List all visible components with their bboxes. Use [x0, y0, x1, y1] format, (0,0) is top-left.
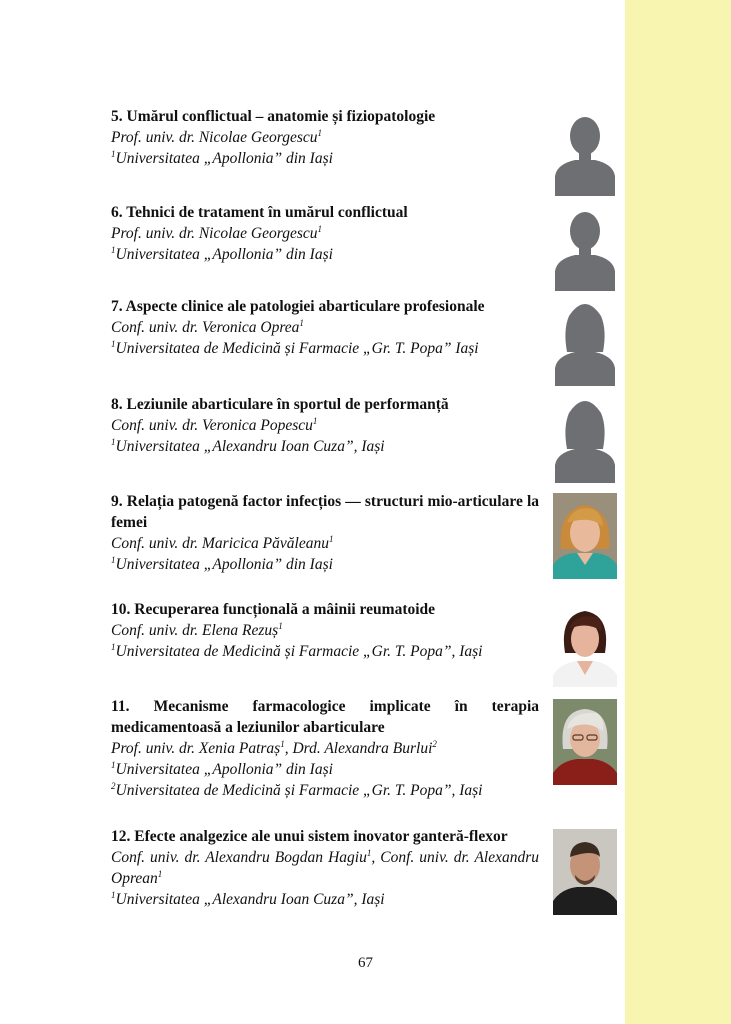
author-line: Conf. univ. dr. Elena Rezuș$^1$	[111, 621, 283, 639]
portrait-woman-blonde	[553, 493, 617, 579]
author-line: Prof. univ. dr. Nicolae Georgescu$^1$	[111, 128, 322, 146]
affiliation-line: $^1$Universitatea de Medicină și Farmacie „Gr. T. Popa”, Iași	[111, 642, 483, 660]
placeholder-silhouette-icon	[553, 110, 617, 196]
lecture-title: 12. Efecte analgezice ale unui sistem inovator ganteră-flexor	[111, 828, 508, 845]
portrait-woman-grey-hair	[553, 699, 617, 785]
author-line: Conf. univ. dr. Alexandru Bogdan Hagiu$^1$, Conf. univ. dr. Alexandru Oprean$^1$	[111, 848, 540, 887]
affiliation-line: $^1$Universitatea „Alexandru Ioan Cuza”, Iași	[111, 437, 385, 455]
portrait-woman-dark-hair	[553, 601, 617, 687]
affiliation-line: $^1$Universitatea „Alexandru Ioan Cuza”, Iași	[111, 890, 385, 908]
lecture-entry	[111, 599, 539, 662]
side-color-band	[625, 0, 731, 1024]
lecture-title: 6. Tehnici de tratament în umărul conflictual	[111, 204, 408, 221]
placeholder-silhouette-icon	[553, 205, 617, 291]
lecture-title: 7. Aspecte clinice ale patologiei abarticulare profesionale	[111, 298, 485, 315]
affiliation-line: $^2$Universitatea de Medicină și Farmacie „Gr. T. Popa”, Iași	[111, 781, 483, 799]
author-line: Prof. univ. dr. Xenia Patraș$^1$, Drd. Alexandra Burlui$^2$	[111, 739, 437, 757]
lecture-title: 8. Leziunile abarticulare în sportul de performanță	[111, 396, 449, 413]
page-number: 67	[358, 955, 373, 971]
author-line: Conf. univ. dr. Veronica Popescu$^1$	[111, 416, 318, 434]
affiliation-line: $^1$Universitatea de Medicină și Farmacie „Gr. T. Popa” Iași	[111, 339, 479, 357]
lecture-entry	[111, 202, 539, 265]
affiliation-line: $^1$Universitatea „Apollonia” din Iași	[111, 245, 333, 263]
affiliation-line: $^1$Universitatea „Apollonia” din Iași	[111, 149, 333, 167]
author-line: Conf. univ. dr. Maricica Păvăleanu$^1$	[111, 534, 334, 552]
lecture-title: 10. Recuperarea funcțională a mâinii reumatoide	[111, 601, 436, 618]
lecture-entry	[111, 394, 539, 457]
lecture-title: 9. Relația patogenă factor infecțios — structuri mio-articulare la femei	[111, 493, 539, 531]
lecture-entry	[111, 106, 539, 169]
lecture-entry	[111, 491, 539, 575]
affiliation-line: $^1$Universitatea „Apollonia” din Iași	[111, 760, 333, 778]
lecture-entry	[111, 296, 539, 359]
placeholder-silhouette-female-icon	[553, 397, 617, 483]
lecture-title: 11. Mecanisme farmacologice implicate în terapia medicamentoasă a leziunilor abarticulare	[111, 698, 539, 736]
affiliation-line: $^1$Universitatea „Apollonia” din Iași	[111, 555, 333, 573]
portrait-man	[553, 829, 617, 915]
lecture-title: 5. Umărul conflictual – anatomie și fiziopatologie	[111, 108, 436, 125]
lecture-entry	[111, 826, 539, 910]
author-line: Conf. univ. dr. Veronica Oprea$^1$	[111, 318, 304, 336]
lecture-entry	[111, 696, 539, 801]
author-line: Prof. univ. dr. Nicolae Georgescu$^1$	[111, 224, 322, 242]
placeholder-silhouette-female-icon	[553, 300, 617, 386]
